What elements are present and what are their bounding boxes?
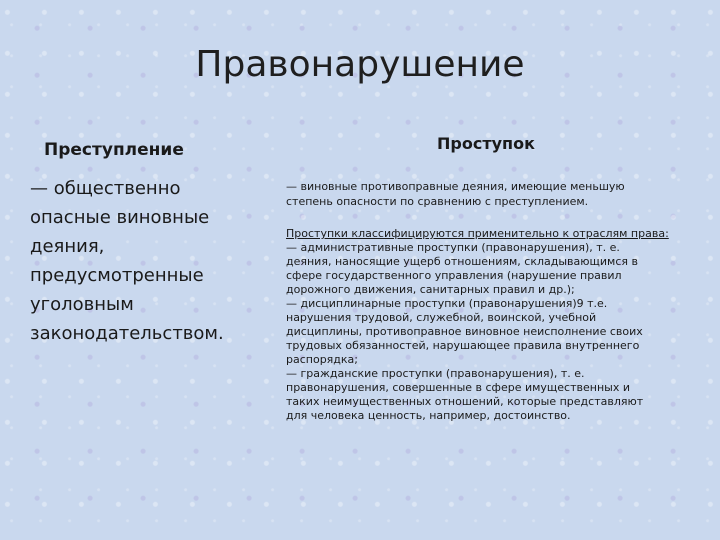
crime-column <box>30 140 260 348</box>
misdemeanor-definition: — виновные противоправные деяния, имеющие меньшую степень опасности по сравнению с преступлением. <box>286 180 625 208</box>
misdemeanor-heading: Проступок <box>437 134 535 153</box>
classification-item-administrative: — административные проступки (правонарушения), т. е. деяния, наносящие ущерб отношениям, складывающимся в сфере государственного управления (нарушение правил дорожного движения, санитарных правил и др.); <box>286 241 638 296</box>
misdemeanor-column <box>286 134 686 423</box>
classification-item-disciplinary: — дисциплинарные проступки (правонарушения)9 т.е. нарушения трудовой, служебной, воинской, учебной дисциплины, противоправное виновное неисполнение своих трудовых обязанностей, нарушающее правила внутреннего распорядка; <box>286 297 643 366</box>
classification-heading: Проступки классифицируются применительно к отраслям права: <box>286 227 669 240</box>
classification-item-civil: — гражданские проступки (правонарушения), т. е. правонарушения, совершенные в сфере имущественных и таких неимущественных отношений, которые представляют для человека ценность, например, достоинство. <box>286 367 644 422</box>
crime-definition: — общественно опасные виновные деяния, предусмотренные уголовным законодательством. <box>30 178 224 344</box>
slide-title: Правонарушение <box>195 44 525 85</box>
crime-heading: Преступление <box>44 140 184 160</box>
